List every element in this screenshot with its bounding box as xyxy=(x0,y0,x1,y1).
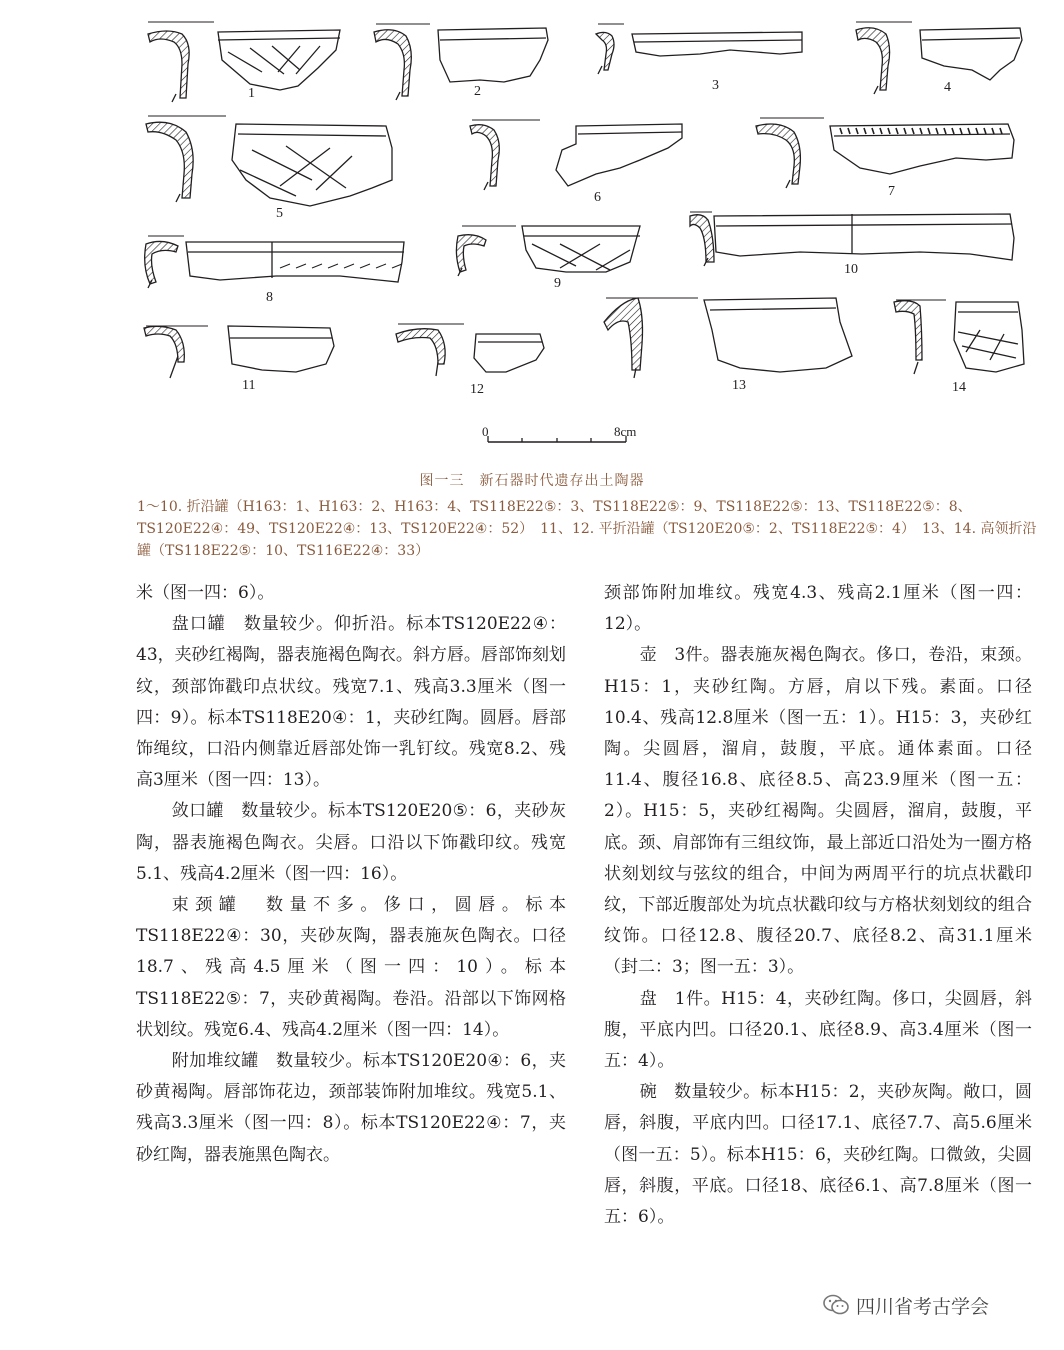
paragraph: 盘 1件。H15：4，夹砂红陶。侈口，尖圆唇，斜腹，平底内凹。口径20.1、底径8.9、高3.4厘米（图一五：4）。 xyxy=(604,988,1032,1072)
sherd-14 xyxy=(894,301,1024,374)
paragraph: 附加堆纹罐 数量较少。标本TS120E20④：6，夹砂黄褐陶。唇部饰花边，颈部装饰附加堆纹。残宽5.1、残高3.3厘米（图一四：8）。标本TS120E22④：7，夹砂红陶，器表施黑色陶衣。 xyxy=(136,1051,566,1165)
paragraph: 米（图一四：6）。 xyxy=(136,583,275,603)
watermark-text: 四川省考古学会 xyxy=(856,1295,990,1318)
left-text-column xyxy=(136,578,566,1171)
figure-label-13: 13 xyxy=(732,378,746,393)
sherd-7 xyxy=(756,124,1014,188)
right-text-column xyxy=(604,578,1032,1233)
sherd-11 xyxy=(144,326,334,378)
figure-label-6: 6 xyxy=(594,190,601,205)
sherd-8 xyxy=(145,241,404,288)
watermark xyxy=(818,1290,989,1320)
sherd-1 xyxy=(148,30,340,102)
figure-label-8: 8 xyxy=(266,290,273,305)
figure-label-10: 10 xyxy=(844,262,858,277)
sherd-13 xyxy=(604,298,852,378)
figure-label-1: 1 xyxy=(248,86,255,101)
figure-label-11: 11 xyxy=(242,378,256,393)
figure-label-4: 4 xyxy=(944,80,951,95)
sherd-3 xyxy=(596,32,802,74)
figure-label-12: 12 xyxy=(470,382,484,397)
figure-label-14: 14 xyxy=(952,380,966,395)
paragraph: 敛口罐 数量较少。标本TS120E20⑤：6，夹砂灰陶，器表施褐色陶衣。尖唇。口沿以下饰戳印纹。残宽5.1、残高4.2厘米（图一四：16）。 xyxy=(136,801,566,884)
figure-title: 图一三 新石器时代遗存出土陶器 xyxy=(419,473,645,489)
paragraph: 碗 数量较少。标本H15：2，夹砂灰陶。敞口，圆唇，斜腹，平底内凹。口径17.1、底径7.7、高5.6厘米（图一五：5）。标本H15：6，夹砂红陶。口微敛，尖圆唇，斜腹，平底。口径18、底径6.1、高7.8厘米（图一五：6）。 xyxy=(604,1082,1032,1228)
pottery-figure xyxy=(0,0,1064,460)
figure-label-2: 2 xyxy=(474,84,481,99)
paragraph: 束颈罐 数量不多。侈口，圆唇。标本TS118E22④：30，夹砂灰陶，器表施灰色陶衣。口径18.7、残高4.5厘米（图一四：10）。标本TS118E22⑤：7，夹砂黄褐陶。卷沿。沿部以下饰网格状划纹。残宽6.4、残高4.2厘米（图一四：14）。 xyxy=(136,895,566,1040)
paragraph: 壶 3件。器表施灰褐色陶衣。侈口，卷沿，束颈。H15：1，夹砂红陶。方唇，肩以下残。素面。口径10.4、残高12.8厘米（图一五：1）。H15：3，夹砂红陶。尖圆唇，溜肩，鼓腹，平底。通体素面。口径11.4、腹径16.8、底径8.5、高23.9厘米（图一五：2）。H15：5，夹砂红褐陶。尖圆唇，溜肩，鼓腹，平底。颈、肩部饰有三组纹饰，最上部近口沿处为一圈方格状刻划纹与弦纹的组合，中间为两周平行的坑点状戳印纹，下部近腹部处为坑点状戳印纹与方格状刻划纹的组合纹饰。口径12.8、腹径20.7、底径8.2、高31.1厘米（封二：3；图一五：3）。 xyxy=(604,645,1032,978)
paragraph: 盘口罐 数量较少。仰折沿。标本TS120E22④：43，夹砂红褐陶，器表施褐色陶衣。斜方唇。唇部饰刻划纹，颈部饰戳印点状纹。残宽7.1、残高3.3厘米（图一四：9）。标本TS118E20④：1，夹砂红陶。圆唇。唇部饰绳纹，口沿内侧靠近唇部处饰一乳钉纹。残宽8.2、残高3厘米（图一四：13）。 xyxy=(136,614,566,791)
figure-label-5: 5 xyxy=(276,206,283,221)
figure-label-9: 9 xyxy=(554,276,561,291)
wechat-icon xyxy=(822,1293,850,1317)
scale-max-label: 8cm xyxy=(614,424,637,439)
sherd-9 xyxy=(456,226,640,276)
sherd-6 xyxy=(470,124,682,190)
figure-label-3: 3 xyxy=(712,78,719,93)
figure-label-7: 7 xyxy=(888,184,895,199)
scale-bar xyxy=(488,436,626,442)
sherd-5 xyxy=(146,122,392,206)
figure-caption: 1～10. 折沿罐（H163：1、H163：2、H163：4、TS118E22⑤：3、TS118E22⑤：9、TS118E22⑤：13、TS118E22⑤：8、TS120E22④：49、TS120E22④：13、TS120E22④：52） 11、12. 平折沿罐（TS120E20⑤：2、TS118E22⑤：4） 13、14. 高领折沿罐（TS118E22⑤：10、TS116E22④：33） xyxy=(137,499,1037,559)
paragraph: 颈部饰附加堆纹。残宽4.3、残高2.1厘米（图一四：12）。 xyxy=(604,583,1032,635)
scale-zero-label: 0 xyxy=(482,424,489,439)
sherd-2 xyxy=(374,28,548,100)
sherd-10 xyxy=(690,214,1014,266)
sherd-4 xyxy=(856,28,1022,94)
sherd-12 xyxy=(396,329,544,376)
